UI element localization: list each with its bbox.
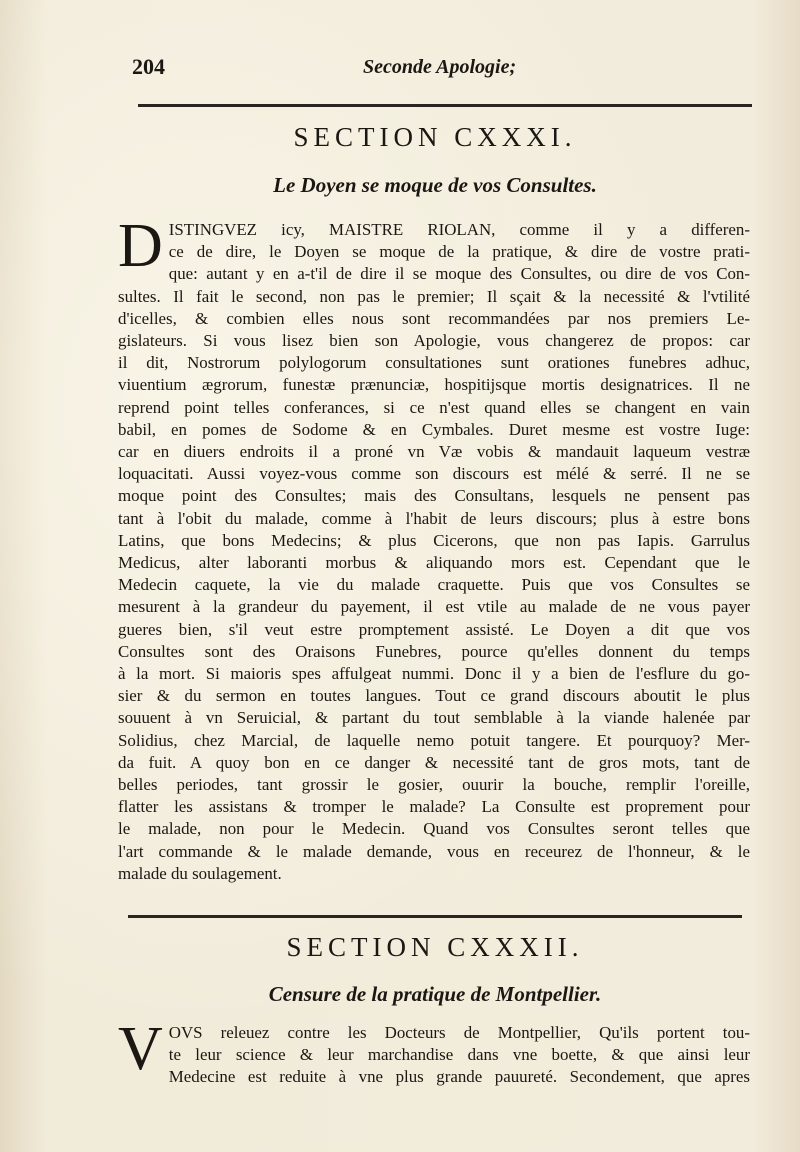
text-line: ce de dire, le Doyen se moque de la pratique, & dire de vostre prati- xyxy=(168,242,750,262)
section-body xyxy=(118,1015,750,1089)
text-line: Medecine est reduite à vne plus grande pauureté. Secondement, que apres xyxy=(168,1067,750,1087)
text-line: malade du soulagement. xyxy=(118,863,282,883)
text-line: que: autant y en a-t'il de dire il se moque des Consultes, ou dire de vos Con- xyxy=(168,264,750,284)
text-line: babil, en pomes de Sodome & en Cymbales. Duret mesme est vostre Iuge: xyxy=(118,419,750,439)
text-line: reprend point telles conferances, si ce n'est quand elles se changent en vain xyxy=(118,397,750,417)
page-number: 204 xyxy=(132,54,165,79)
text-line: loquacitati. Aussi voyez-vous comme son discours est mélé & serré. Il ne se xyxy=(118,464,750,484)
text-line: souuent à vn Seruicial, & partant du tout semblable à la viande halenée par xyxy=(118,708,750,728)
text-lines xyxy=(118,212,750,885)
text-line: sier & du sermon en toutes langues. Tout ce grand discours aboutit le plus xyxy=(118,686,750,706)
text-line: moque point des Consultes; mais des Consultans, lesquels ne pensent pas xyxy=(118,486,750,506)
text-line: Medecin caquete, la vie du malade craquette. Puis que vos Consultes se xyxy=(118,575,750,595)
text-lines xyxy=(118,1015,750,1089)
section-subtitle: Censure de la pratique de Montpellier. xyxy=(268,982,602,1006)
text-line: à la mort. Si maioris spes affulgeat nummi. Donc il y a bien de l'esflure du go- xyxy=(118,664,750,684)
text-line: ISTINGVEZ icy, MAISTRE RIOLAN, comme il y a differen- xyxy=(168,220,750,239)
text-line: gueres bien, s'il veut estre promptement assisté. Le Doyen a dit que vos xyxy=(118,619,750,639)
text-line: sultes. Il fait le second, non pas le premier; Il sçait & la necessité & l'vtilité xyxy=(118,286,750,306)
page-header xyxy=(128,50,768,90)
section-heading: SECTION CXXXII. xyxy=(286,932,584,962)
text-line: te leur science & leur marchandise dans vne boette, & que ainsi leur xyxy=(168,1045,750,1065)
text-line: l'art commande & le malade demande, vous en receurez de l'honneur, & le xyxy=(118,841,750,861)
text-line: il dit, Nostrorum polylogorum consultationes sunt orationes funebres adhuc, xyxy=(118,353,750,373)
text-line: da fuit. A quoy bon en ce danger & necessité tant de gros mots, tant de xyxy=(118,752,750,772)
section-divider-rule xyxy=(128,915,742,918)
text-line: le malade, non pour le Medecin. Quand vos Consultes seront telles que xyxy=(118,819,750,839)
text-line: Solidius, chez Marcial, de laquelle nemo potuit tangere. Et pourquoy? Mer- xyxy=(118,730,750,750)
text-line: car en diuers endroits il a proné vn Væ vobis & mandauit laqueum vestræ xyxy=(118,442,750,462)
section-body xyxy=(118,212,750,885)
section-subtitle: Le Doyen se moque de vos Consultes. xyxy=(273,173,597,197)
running-title: Seconde Apologie; xyxy=(363,56,517,78)
text-line: d'icelles, & combien elles nous sont recommandées par nos premiers Le- xyxy=(118,308,750,328)
drop-cap: V xyxy=(118,1015,163,1083)
text-line: flatter les assistans & tromper le malade? La Consulte est proprement pour xyxy=(118,797,750,817)
text-line: OVS releuez contre les Docteurs de Montpellier, Qu'ils portent tou- xyxy=(168,1023,750,1042)
text-line: tant à l'obit du malade, comme à l'habit de leurs discours; plus à estre bons xyxy=(118,508,750,528)
text-line: viuentium ægrorum, funestæ prænunciæ, hospitijsque mortis designatrices. Il ne xyxy=(118,375,750,395)
drop-cap: D xyxy=(118,212,163,280)
header-rule xyxy=(138,104,752,107)
text-line: Consultes sont des Oraisons Funebres, pource qu'elles donnent du temps xyxy=(118,641,750,661)
section-heading: SECTION CXXXI. xyxy=(293,122,577,152)
text-line: Latins, que bons Medecins; & plus Cicerons, que non pas Iapis. Garrulus xyxy=(118,530,750,550)
text-line: Medicus, alter laboranti morbus & aliquando mors est. Cependant que le xyxy=(118,553,750,573)
text-line: gislateurs. Si vous lisez bien son Apologie, vous changerez de propos: car xyxy=(118,331,750,351)
text-line: belles periodes, tant grossir le gosier, ouurir la bouche, remplir l'oreille, xyxy=(118,775,750,795)
text-line: mesurent à la grandeur du payement, il est vtile au malade de ne vous payer xyxy=(118,597,750,617)
